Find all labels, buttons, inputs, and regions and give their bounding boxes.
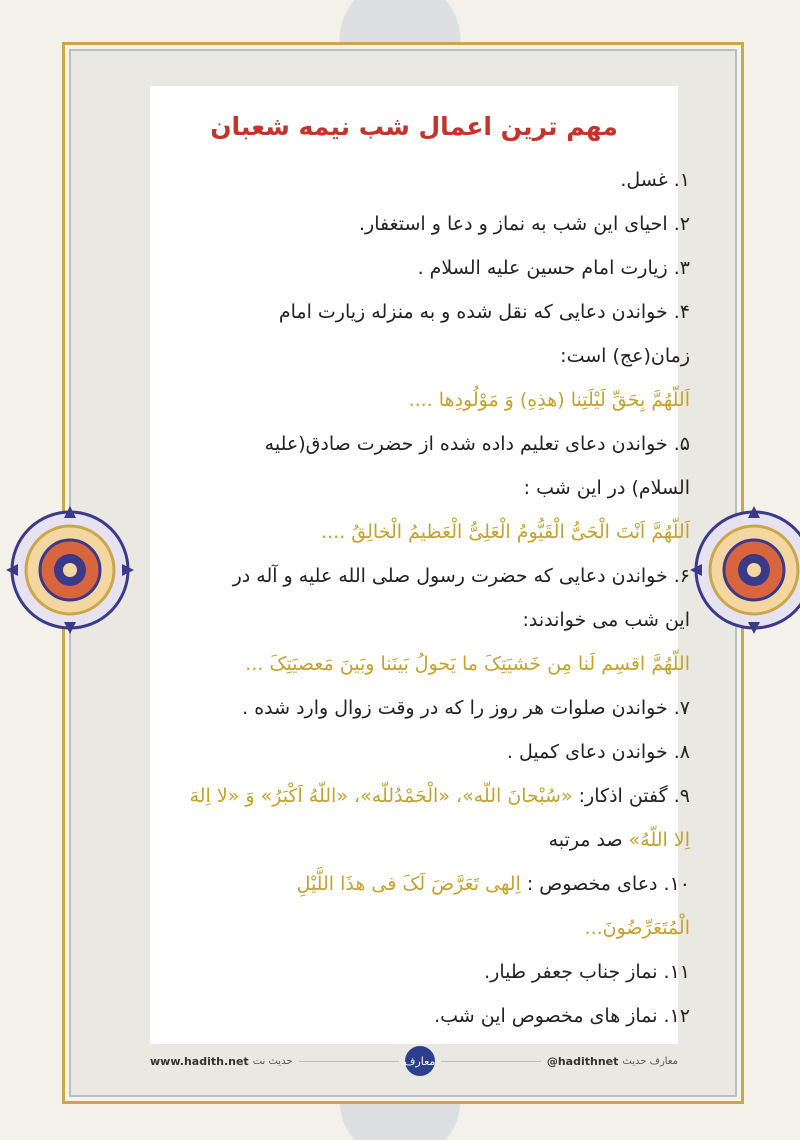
dua-text: الْمُتَعَرِّضُونَ... <box>584 917 690 939</box>
zikr-suffix: صد مرتبه <box>548 829 623 851</box>
list-item-dua <box>170 862 690 906</box>
list-item: این شب می خواندند: <box>522 609 690 631</box>
list-item: ۱۲. نماز های مخصوص این شب. <box>434 1005 690 1027</box>
dua-prefix: ۱۰. دعای مخصوص : <box>526 873 690 895</box>
zikr-text: «سُبْحانَ اللّه»، «الْحَمْدُللّه»، «اللّهُ اَکْبَرُ» وَ «لا اِلهَ <box>189 785 573 807</box>
page-title: مهم ترین اعمال شب نیمه شعبان <box>210 112 618 141</box>
amal-list <box>170 158 690 1038</box>
left-medallion-ornament <box>6 506 134 634</box>
divider <box>441 1061 541 1062</box>
zikr-prefix: ۹. گفتن اذکار: <box>578 785 690 807</box>
list-item: ۳. زیارت امام حسین علیه السلام . <box>417 257 690 279</box>
dua-text: اِلهی تَعَرَّضَ لَکَ فی هذَا اللَّیْلِ <box>296 873 521 895</box>
dua-text: اَللّهُمَّ اَنْتَ الْحَیُّ الْقَیُّومُ الْعَلِیُّ الْعَظیمُ الْخالِقُ .... <box>321 521 690 543</box>
logo-icon: معارف <box>405 1046 435 1076</box>
dua-text: اَللّهُمَّ بِحَقِّ لَیْلَتِنا (هذِهِ) وَ مَوْلُودِها .... <box>408 389 690 411</box>
site-credit <box>150 1055 293 1068</box>
footer <box>150 1044 678 1078</box>
list-item: ۸. خواندن دعای کمیل . <box>506 741 690 763</box>
list-item: السلام) در این شب : <box>523 477 690 499</box>
list-item: ۶. خواندن دعایی که حضرت رسول صلی الله علیه و آله در <box>232 565 690 587</box>
divider <box>299 1061 399 1062</box>
dua-text: اللّهُمَّ اقسِم لَنا مِن خَشیَتِکَ ما یَحولُ بَینَنا وبَینَ مَعصیَتِکَ ... <box>245 653 690 675</box>
right-medallion-ornament <box>690 506 800 634</box>
site-label: حدیث نت <box>252 1055 293 1067</box>
social-credit <box>547 1055 678 1068</box>
list-item: ۴. خواندن دعایی که نقل شده و به منزله زیارت امام <box>278 301 690 323</box>
list-item: ۷. خواندن صلوات هر روز را که در وقت زوال وارد شده . <box>242 697 690 719</box>
site-link[interactable]: www.hadith.net <box>150 1054 249 1068</box>
list-item: ۱۱. نماز جناب جعفر طیار. <box>484 961 690 983</box>
list-item: ۲. احیای این شب به نماز و دعا و استغفار. <box>358 213 690 235</box>
list-item: ۵. خواندن دعای تعلیم داده شده از حضرت صادق(علیه <box>264 433 690 455</box>
handle-label: معارف حدیث <box>622 1055 679 1067</box>
list-item-zikr-cont <box>170 818 690 862</box>
list-item-zikr <box>170 774 690 818</box>
list-item: ۱. غسل. <box>620 169 690 191</box>
zikr-text: اِلا اللّهُ» <box>628 829 690 851</box>
social-handle[interactable]: @hadithnet <box>546 1054 619 1068</box>
list-item: زمان(عج) است: <box>560 345 690 367</box>
